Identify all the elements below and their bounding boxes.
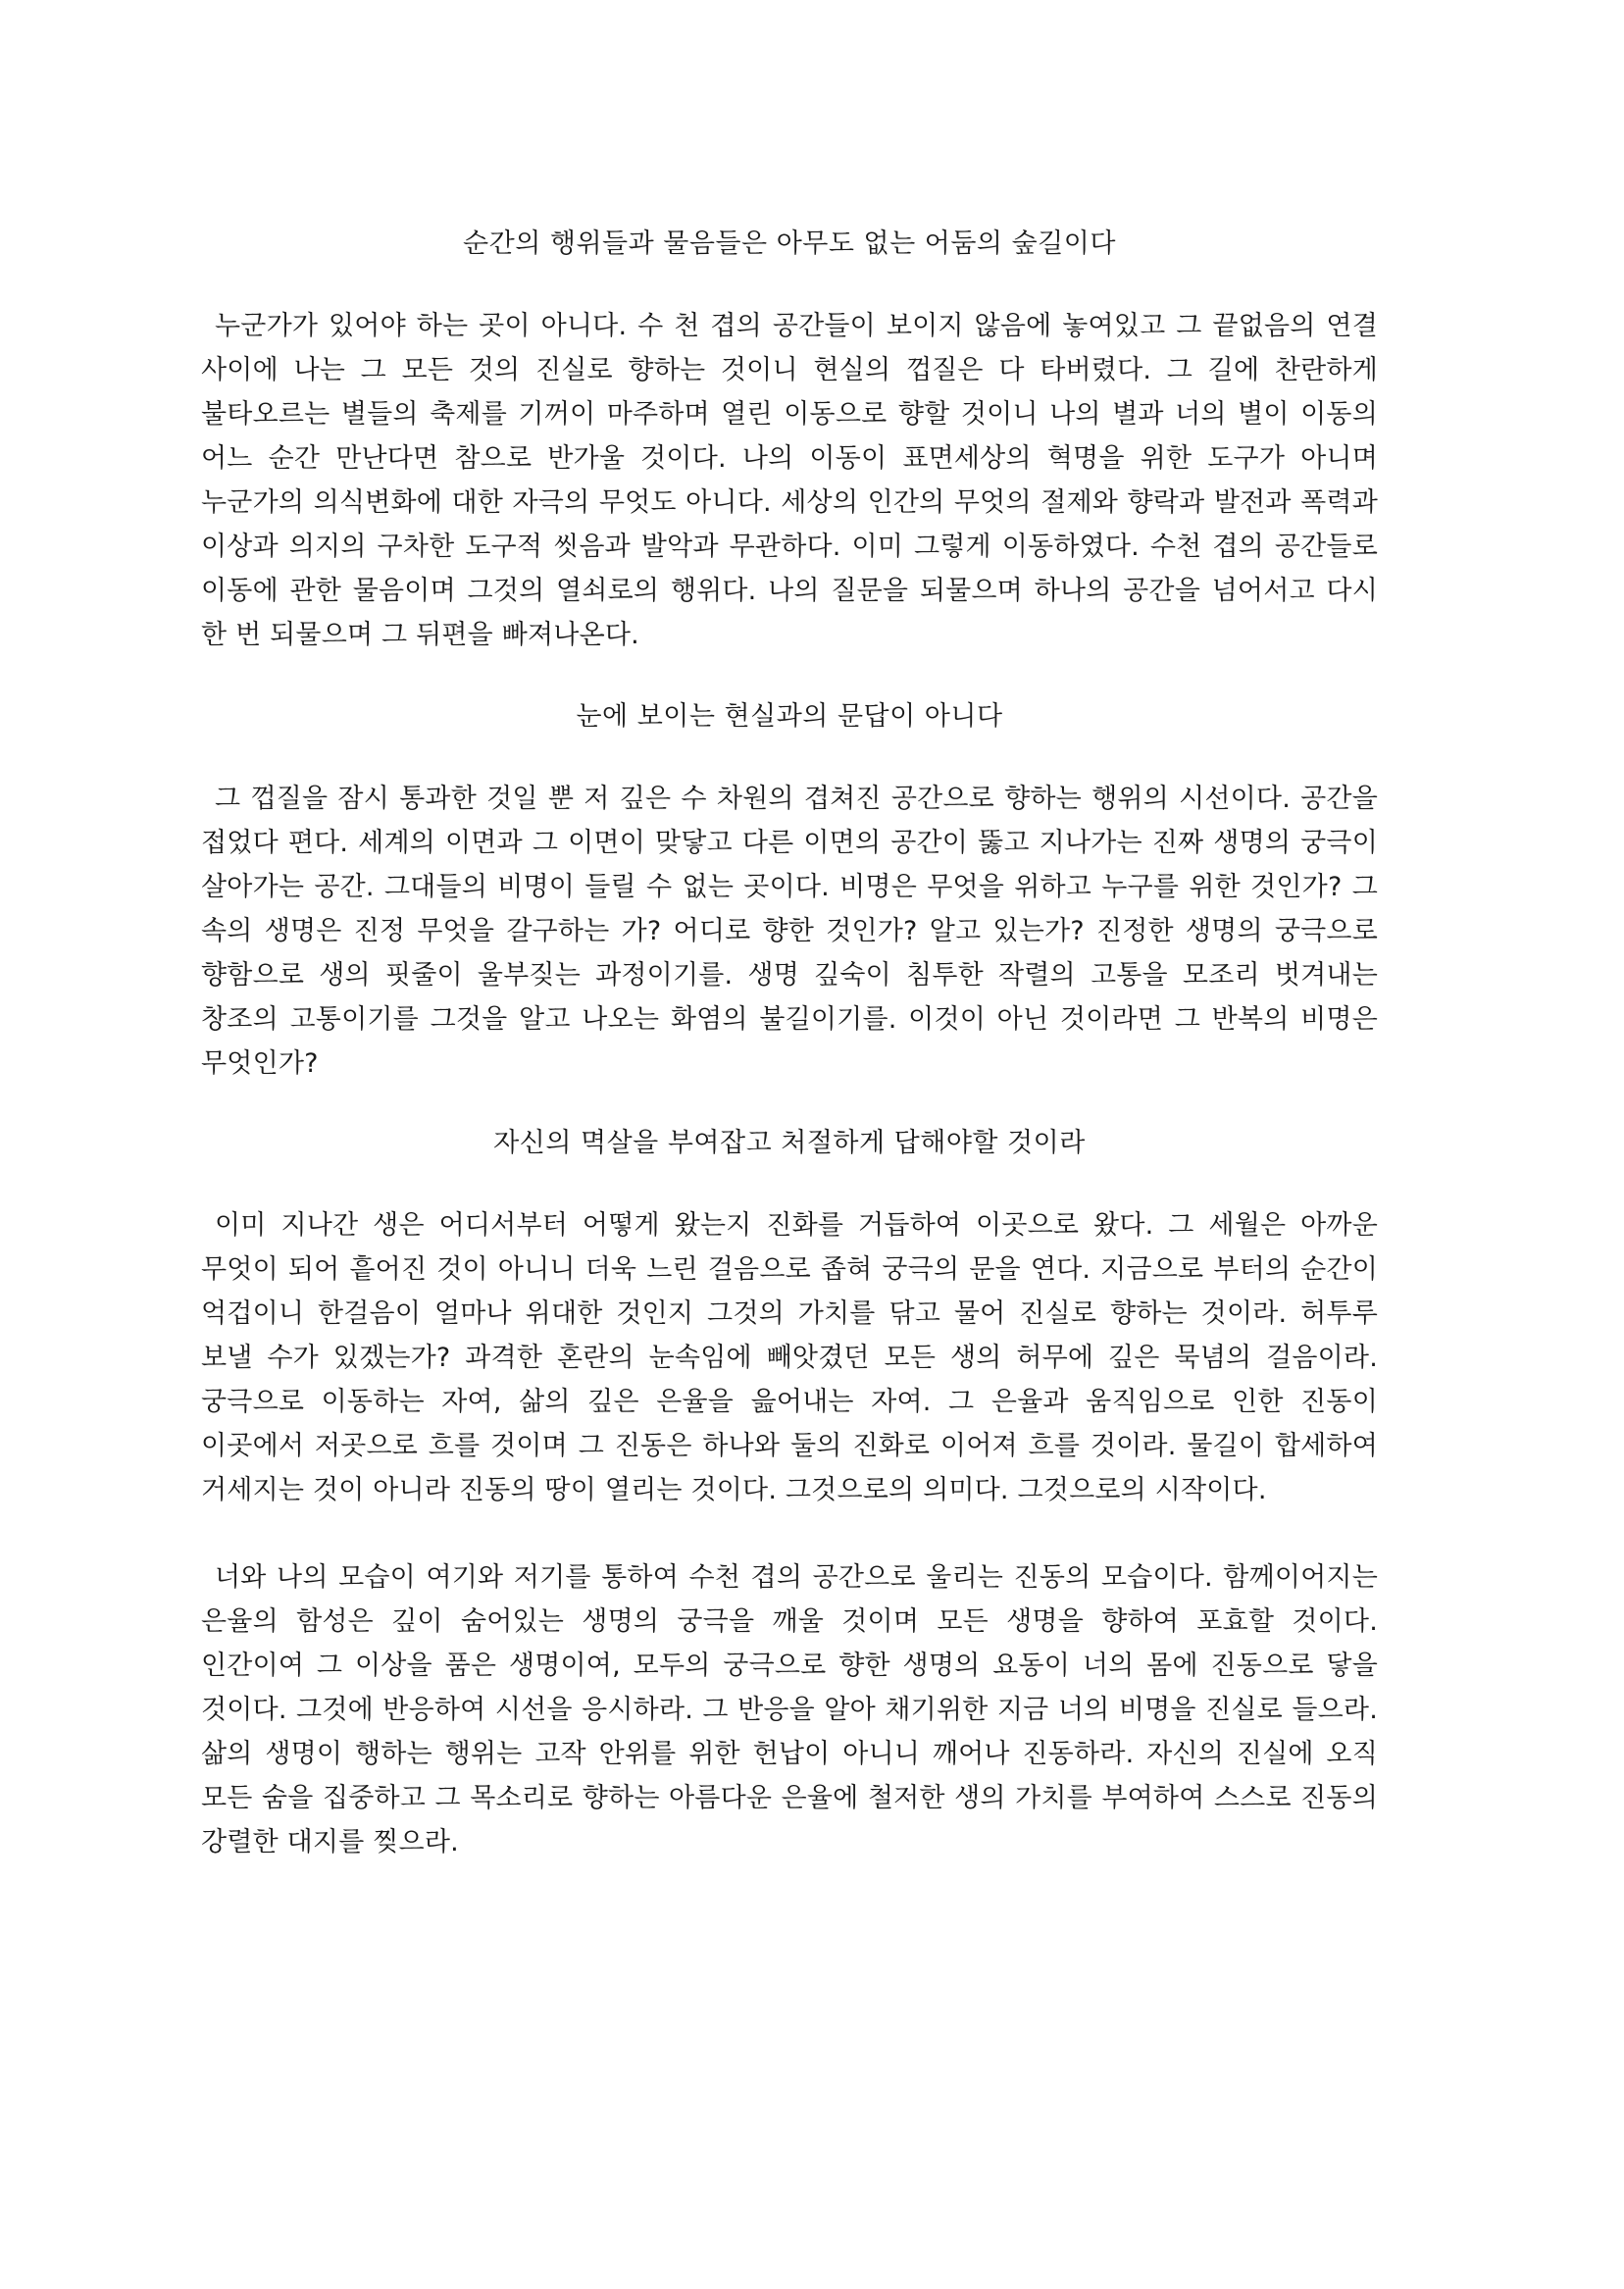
section-heading-1: 순간의 행위들과 물음들은 아무도 없는 어둠의 숲길이다 — [463, 229, 1116, 259]
section-heading-2: 눈에 보이는 현실과의 문답이 아니다 — [576, 701, 1003, 732]
body-paragraph-1: 누군가가 있어야 하는 곳이 아니다. 수 천 겹의 공간들이 보이지 않음에 놓여있고 그 끝없음의 연결 사이에 나는 그 모든 것의 진실로 향하는 것이니 현실의 껍질은 다 타버렸다. 그 길에 찬란하게 불타오르는 별들의 축제를 기꺼이 마주하며 열린 이동으로 향할 것이니 나의 별과 너의 별이 이동의 어느 순간 만난다면 참으로 반가울 것이다. 나의 이동이 표면세상의 혁명을 위한 도구가 아니며 누군가의 의식변화에 대한 자극의 무엇도 아니다. 세상의 인간의 무엇의 절제와 향락과 발전과 폭력과 이상과 의지의 구차한 도구적 씻음과 발악과 무관하다. 이미 그렇게 이동하였다. 수천 겹의 공간들로 이동에 관한 물음이며 그것의 열쇠로의 행위다. 나의 질문을 되물으며 하나의 공간을 넘어서고 다시 한 번 되물으며 그 뒤편을 빠져나온다. — [201, 311, 1378, 650]
document-page — [201, 224, 1378, 1864]
body-paragraph-3: 이미 지나간 생은 어디서부터 어떻게 왔는지 진화를 거듭하여 이곳으로 왔다. 그 세월은 아까운 무엇이 되어 흩어진 것이 아니니 더욱 느린 걸음으로 좁혀 궁극의 문을 연다. 지금으로 부터의 순간이 억겁이니 한걸음이 얼마나 위대한 것인지 그것의 가치를 닦고 물어 진실로 향하는 것이라. 허투루 보낼 수가 있겠는가? 과격한 혼란의 눈속임에 빼앗겼던 모든 생의 허무에 깊은 묵념의 걸음이라. 궁극으로 이동하는 자여, 삶의 깊은 은율을 읊어내는 자여. 그 은율과 움직임으로 인한 진동이 이곳에서 저곳으로 흐를 것이며 그 진동은 하나와 둘의 진화로 이어져 흐를 것이라. 물길이 합세하여 거세지는 것이 아니라 진동의 땅이 열리는 것이다. 그것으로의 의미다. 그것으로의 시작이다. — [201, 1210, 1378, 1505]
body-paragraph-2: 그 껍질을 잠시 통과한 것일 뿐 저 깊은 수 차원의 겹쳐진 공간으로 향하는 행위의 시선이다. 공간을 접었다 편다. 세계의 이면과 그 이면이 맞닿고 다른 이면의 공간이 뚫고 지나가는 진짜 생명의 궁극이 살아가는 공간. 그대들의 비명이 들릴 수 없는 곳이다. 비명은 무엇을 위하고 누구를 위한 것인가? 그 속의 생명은 진정 무엇을 갈구하는 가? 어디로 향한 것인가? 알고 있는가? 진정한 생명의 궁극으로 향함으로 생의 핏줄이 울부짖는 과정이기를. 생명 깊숙이 침투한 작렬의 고통을 모조리 벗겨내는 창조의 고통이기를 그것을 알고 나오는 화염의 불길이기를. 이것이 아닌 것이라면 그 반복의 비명은 무엇인가? — [201, 784, 1378, 1079]
body-paragraph-4: 너와 나의 모습이 여기와 저기를 통하여 수천 겹의 공간으로 울리는 진동의 모습이다. 함께이어지는 은율의 함성은 깊이 숨어있는 생명의 궁극을 깨울 것이며 모든 생명을 향하여 포효할 것이다. 인간이여 그 이상을 품은 생명이여, 모두의 궁극으로 향한 생명의 요동이 너의 몸에 진동으로 닿을 것이다. 그것에 반응하여 시선을 응시하라. 그 반응을 알아 채기위한 지금 너의 비명을 진실로 들으라. 삶의 생명이 행하는 행위는 고작 안위를 위한 헌납이 아니니 깨어나 진동하라. 자신의 진실에 오직 모든 숨을 집중하고 그 목소리로 향하는 아름다운 은율에 철저한 생의 가치를 부여하여 스스로 진동의 강렬한 대지를 찢으라. — [201, 1562, 1378, 1857]
section-heading-3: 자신의 멱살을 부여잡고 처절하게 답해야할 것이라 — [493, 1128, 1086, 1158]
